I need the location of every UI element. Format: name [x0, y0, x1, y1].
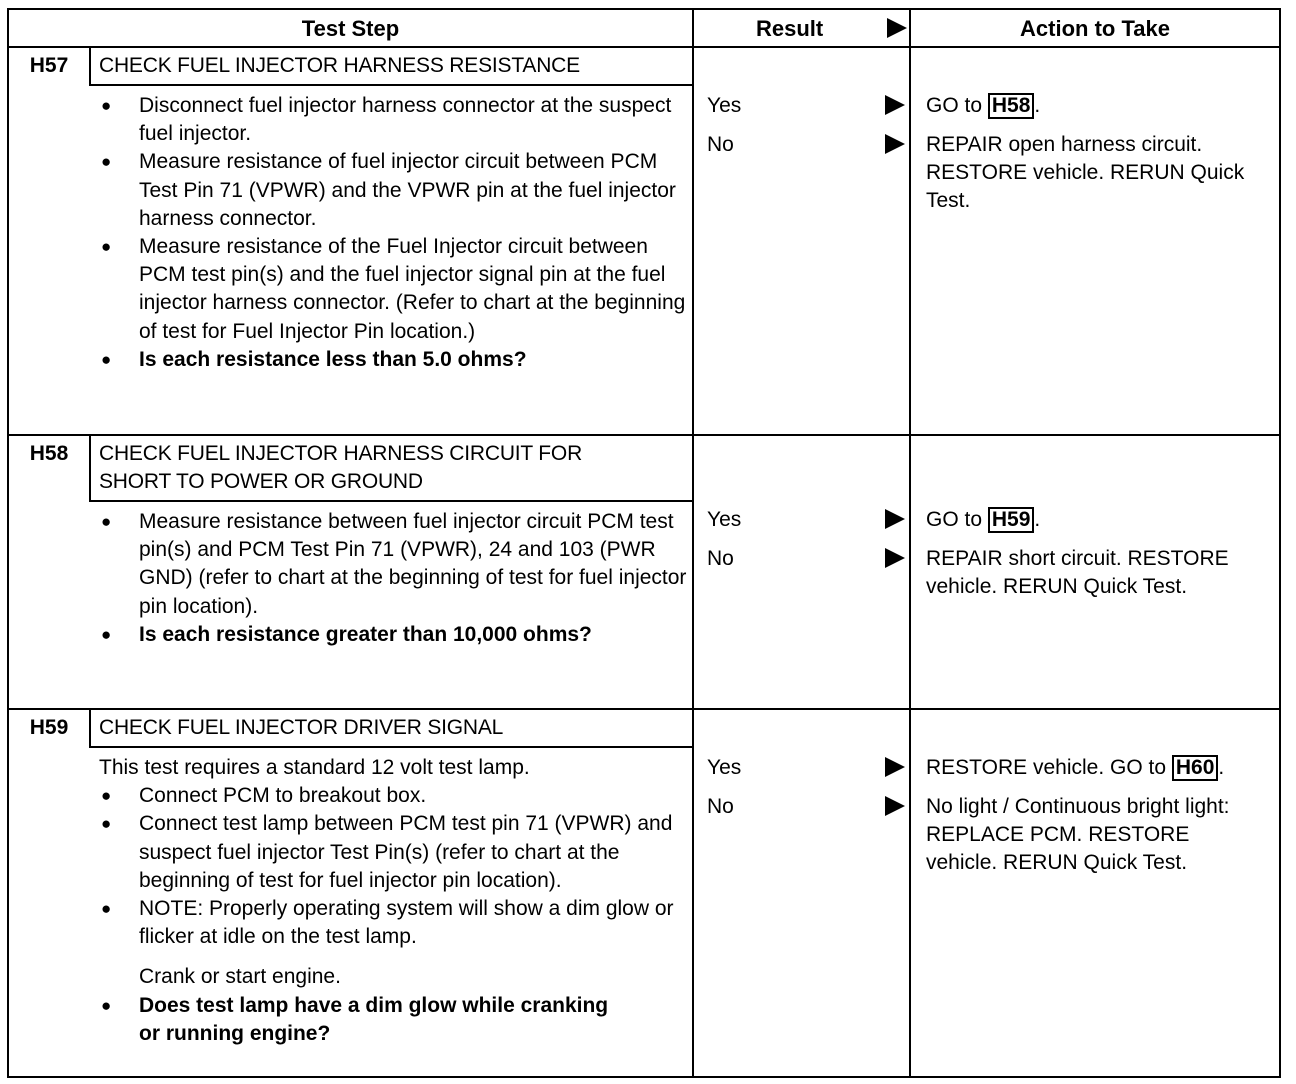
- step-title-line1: CHECK FUEL INJECTOR HARNESS CIRCUIT FOR: [99, 442, 583, 465]
- action-text: GO to: [926, 94, 988, 117]
- action-no: REPAIR short circuit. RESTORE vehicle. RERUN Quick Test.: [926, 547, 1229, 598]
- bullet-item: ● Measure resistance of fuel injector circuit between PCM Test Pin 71 (VPWR) and the VPWR pin at the fuel injector harness connector.: [99, 148, 694, 233]
- action-no: REPAIR open harness circuit. RESTORE vehicle. RERUN Quick Test.: [926, 133, 1245, 212]
- bullet-item: ● NOTE: Properly operating system will show a dim glow or flicker at idle on the test lamp.: [99, 895, 694, 951]
- bullet-question: ● Is each resistance less than 5.0 ohms?: [99, 346, 694, 374]
- step-h57: [9, 48, 1279, 434]
- arrow-icon: [885, 509, 905, 529]
- plain-instruction: Crank or start engine.: [139, 965, 341, 989]
- header-test-step: Test Step: [301, 16, 400, 41]
- action-yes: [926, 754, 1281, 782]
- result-yes: Yes: [707, 508, 742, 531]
- arrow-icon: [885, 548, 905, 568]
- result-no: No: [707, 133, 734, 156]
- action-text-end: .: [1034, 94, 1041, 117]
- step-reference-h58[interactable]: H58: [988, 93, 1035, 119]
- title-divider: [89, 746, 692, 748]
- bullet-question: ● Is each resistance greater than 10,000 ohms?: [99, 621, 619, 649]
- step-body: [99, 508, 694, 649]
- result-yes: Yes: [707, 94, 742, 117]
- title-divider: [89, 84, 692, 86]
- arrow-icon: [885, 134, 905, 154]
- result-no: No: [707, 795, 734, 818]
- header-result: Result: [756, 16, 824, 41]
- step-body: [99, 92, 694, 374]
- action-text-end: .: [1034, 508, 1041, 531]
- step-title-line2: SHORT TO POWER OR GROUND: [99, 470, 423, 493]
- action-text-end: .: [1218, 756, 1225, 779]
- result-yes: Yes: [707, 756, 742, 779]
- id-divider: [89, 710, 91, 746]
- bullet-item: ● Connect PCM to breakout box.: [99, 782, 694, 810]
- step-title: CHECK FUEL INJECTOR HARNESS RESISTANCE: [99, 54, 580, 77]
- step-title: CHECK FUEL INJECTOR DRIVER SIGNAL: [99, 716, 504, 739]
- result-no: No: [707, 547, 734, 570]
- arrow-icon: [885, 796, 905, 816]
- bullet-question: ● Does test lamp have a dim glow while cranking or running engine?: [99, 992, 609, 1048]
- intro-text: This test requires a standard 12 volt test lamp.: [99, 756, 530, 779]
- action-text: RESTORE vehicle. GO to: [926, 756, 1172, 779]
- id-divider: [89, 48, 91, 84]
- step-body: [99, 754, 694, 1048]
- action-yes: [926, 92, 1281, 120]
- bullet-item: ● Connect test lamp between PCM test pin 71 (VPWR) and suspect fuel injector Test Pin(s) (refer to chart at the beginning of test for fuel injector pin location).: [99, 810, 694, 895]
- header-arrow-icon: [887, 18, 907, 38]
- step-id: H57: [29, 54, 69, 77]
- step-reference-h60[interactable]: H60: [1172, 755, 1219, 781]
- step-h59: [9, 710, 1279, 1076]
- arrow-icon: [885, 757, 905, 777]
- id-divider: [89, 436, 91, 500]
- bullet-item: ● Measure resistance of the Fuel Injector circuit between PCM test pin(s) and the fuel injector signal pin at the fuel injector harness connector. (Refer to chart at the beginning of test for Fuel Injector Pin location.): [99, 233, 694, 346]
- title-divider: [89, 500, 692, 502]
- step-h58: [9, 436, 1279, 708]
- action-yes: [926, 506, 1281, 534]
- action-text: GO to: [926, 508, 988, 531]
- header-action: Action to Take: [1020, 16, 1170, 41]
- step-id: H59: [29, 716, 69, 739]
- step-id: H58: [29, 442, 69, 465]
- diagnostic-table: [7, 8, 1281, 1078]
- bullet-item: ● Measure resistance between fuel injector circuit PCM test pin(s) and PCM Test Pin 71 (VPWR), 24 and 103 (PWR GND) (refer to chart at the beginning of test for fuel injector pin location).: [99, 508, 694, 621]
- arrow-icon: [885, 95, 905, 115]
- step-reference-h59[interactable]: H59: [988, 507, 1035, 533]
- bullet-item: ● Disconnect fuel injector harness connector at the suspect fuel injector.: [99, 92, 694, 148]
- action-no: No light / Continuous bright light: REPLACE PCM. RESTORE vehicle. RERUN Quick Test.: [926, 795, 1230, 874]
